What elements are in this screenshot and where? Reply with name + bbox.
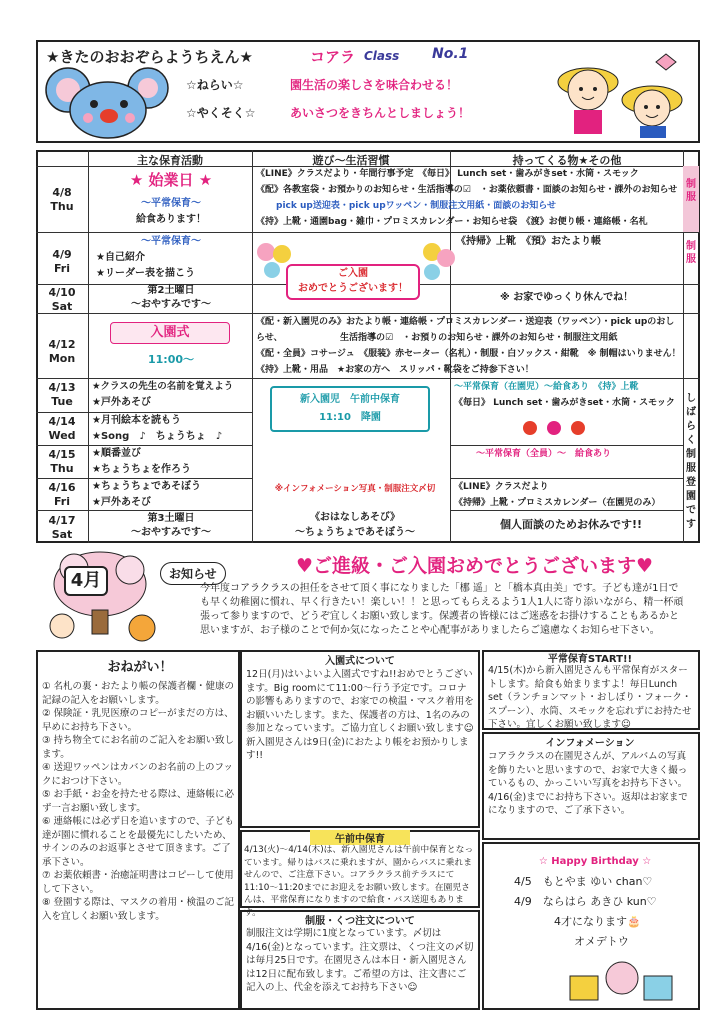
birthday-entry: 4/5 もとやま ゆい chan♡ xyxy=(514,875,653,888)
entrance-time: 11:00～ xyxy=(147,353,194,366)
birthday-title: ☆ Happy Birthday ☆ xyxy=(538,856,652,867)
date-4-8: 4/8 Thu xyxy=(50,186,74,213)
request-item: ④ 送迎ワッペンはカバンのお名前の上のフックにおつけ下さい。 xyxy=(42,762,233,787)
request-title: おねがい！ xyxy=(107,660,173,675)
entrance-text: 12日(月)はいよいよ入園式ですね!!おめでとうございます。Big roomにて11:00～行う予定です。コロナの影響もありますので、お家での検温・マスク着用をお願いいたします。また、保護者の方は、1名のみの参加となっています。ご協力宜しくお願い致します☺ 新入園児さんは9日(金)におたより帳をお預かりします!! xyxy=(246,669,474,761)
activity-3rd-sat: 第3土曜日 xyxy=(147,513,195,524)
birthday-lines xyxy=(514,872,690,952)
uniform-title: 制服・くつ注文について xyxy=(305,916,415,927)
activity-teacher-names: ★クラスの先生の名前を覚えよう xyxy=(92,381,234,392)
party-animals-illustration xyxy=(560,950,680,1006)
activity-holiday: ～おやすみです～ xyxy=(131,299,211,310)
row-4-15-items: ～平常保育（全員）～ 給食あり xyxy=(476,449,612,459)
request-item: ⑧ 登園する際は、マスクの着用・検温のご記入を宜しくお願い致します。 xyxy=(42,897,235,922)
activity-opening: ★ 始業日 ★ xyxy=(129,171,213,189)
birthday-entry: 4/9 ならはら あきひ kun♡ xyxy=(514,895,657,908)
activity-intro: ★自己紹介 xyxy=(96,252,145,263)
activity-song: ★Song ♪ ちょうちょ ♪ xyxy=(92,431,223,442)
month-badge: 4月 xyxy=(64,566,108,596)
start-text: 4/15(木)から新入園児さんも平常保育がスタートします。給食も始まりますよ！毎日Lunch set（ランチョンマット・おしぼり・フォーク・スプーン）、水筒、スモックを忘れずにお持たせ下さい。宜しくお願い致します☺ xyxy=(488,665,692,730)
row-4-12-items-2: 生活指導の☑ ・お預りのお知らせ・課外のお知らせ・制服注文用紙 xyxy=(340,333,618,343)
date-4-16: 4/16 Fri xyxy=(48,481,76,508)
newkids-box: 新入園児 午前中保育 11:10 降園 xyxy=(270,386,430,432)
uniform-side-1: 制服 xyxy=(686,179,696,203)
row-4-17-items: 個人面談のためお休みです!! xyxy=(500,518,643,531)
row-4-9-items: 《持帰》上靴 《預》おたより帳 xyxy=(456,236,601,247)
activity-lunch: 給食あります！ xyxy=(136,214,206,225)
school-name: ★きたのおおぞらようちえん★ xyxy=(46,48,253,66)
uniform-period-side: しばらく制服登園です xyxy=(686,393,696,530)
row-4-13-items-2: 《毎日》 Lunch set・歯みがきset・水筒・スモック xyxy=(454,398,675,408)
koala-illustration xyxy=(40,60,170,140)
uniform-side-2: 制服 xyxy=(686,241,696,265)
uniform-text: 制服注文は学期に1度となっています。〆切は4/16(金)となっています。注文票は、くつ注文の〆切は毎月25日です。在園児さんは本日・新入園児さんは12日に配布致します。ご希望の方は、注文書にご記入の上、代金を添えてお持ち下さい☺ xyxy=(246,928,474,993)
birthday-age: 4才になります🎂 xyxy=(554,915,641,928)
children-illustration xyxy=(548,44,694,140)
activity-holiday-2: ～おやすみです～ xyxy=(131,527,211,538)
birthday-congrats: オメデトウ xyxy=(574,935,629,948)
row-4-8-play-1: 《LINE》クラスだより・年間行事予定 《毎日》 Lunch set・歯みがきset・水筒・スモック xyxy=(256,169,639,179)
notice-body: 今年度コアラクラスの担任をさせて頂く事になりました「梛 遥」と「橋本真由美」です。子ども達が1日でも早く幼稚園に慣れ、早く行きたい！楽しい！！と思ってもらえるよう1人1人に寄り添いながら、精一杯頑張って参りますので、どうぞ宜しくお願い致します。保護者の皆様にはご迷惑をお掛けすることもあるかと思いますが、お子様のことで何か気になったことや心配事がありましたらご遠慮なくお知らせ下さい。 xyxy=(200,583,684,636)
ohanashi-title: 《おはなしあそび》 xyxy=(309,512,401,523)
ohanashi-sub: ～ちょうちょであそぼう～ xyxy=(295,527,415,538)
class-name: コアラ xyxy=(310,48,356,66)
entrance-title: 入園式について xyxy=(325,656,395,667)
promise-label: ☆やくそく☆ xyxy=(186,106,256,120)
start-title: 平常保育START!! xyxy=(547,654,633,665)
date-4-13: 4/13 Tue xyxy=(48,381,76,408)
request-item: ② 保険証・乳児医療のコピーがまだの方は、早めにお持ち下さい。 xyxy=(42,708,234,733)
balloons-icon xyxy=(256,240,292,300)
notice-title: ♥ご進級・ご入園おめでとうございます♥ xyxy=(296,555,654,577)
row-4-12-items-3: 《配・全員》コサージュ 《服装》赤セーター（名札）・制服・白ソックス・紺靴 ※ 制帽はいりません！ xyxy=(256,349,681,359)
activity-make-butterfly: ★ちょうちょを作ろう xyxy=(92,464,191,475)
activity-normal-2: ～平常保育～ xyxy=(141,236,201,247)
date-4-15: 4/15 Thu xyxy=(48,448,76,475)
row-4-12-items-1: 《配・新入園児のみ》おたより帳・連絡帳・プロミスカレンダー・送迎表（ワッペン）・pick upのおしらせ、 xyxy=(256,317,675,343)
activity-outdoor: ★戸外あそび xyxy=(92,397,151,408)
row-4-8-play-4: 《持》上靴・通園bag・雑巾・プロミスカレンダー・お知らせ袋 《渡》お便り帳・連絡帳・名札 xyxy=(256,217,648,227)
information-title: インフォメーション xyxy=(545,738,635,749)
class-number: No.1 xyxy=(432,46,469,62)
request-list xyxy=(42,680,236,923)
activity-leader: ★リーダー表を描こう xyxy=(96,268,195,279)
welcome-box: ご入園 おめでとうございます！ xyxy=(286,264,420,300)
activity-outdoor-2: ★戸外あそび xyxy=(92,497,151,508)
date-4-9: 4/9 Fri xyxy=(52,248,72,275)
morning-title: 午前中保育 xyxy=(310,830,410,845)
header-items: 持ってくる物★その他 xyxy=(512,154,622,167)
row-4-10-items: ※ お家でゆっくり休んでね！ xyxy=(500,292,634,303)
date-4-10: 4/10 Sat xyxy=(48,286,76,313)
activity-play-butterfly: ★ちょうちょであそぼう xyxy=(92,481,201,492)
morning-text: 4/13(火)～4/14(木)は、新入園児さんは午前中保育となっています。帰りはバスに乗れますが、園からバスに乗れませんので、ご注意下さい。コアラクラス前テラスにて11:10～11:20までにお迎えをお願い致します。在園児さんは、平常保育になりますので給食・バス送迎もあります。 xyxy=(244,845,474,918)
request-item: ③ 持ち物全てにお名前のご記入をお願い致します。 xyxy=(42,735,235,760)
date-4-17: 4/17 Sat xyxy=(48,514,76,541)
request-item: ⑦ お薬依頼書・治癒証明書はコピーして使用して下さい。 xyxy=(42,870,234,895)
activity-picture-book: ★月刊絵本を読もう xyxy=(92,415,181,426)
row-4-16-items-1: 《LINE》クラスだより xyxy=(454,482,549,492)
request-item: ⑤ お手紙・お金を持たせる際は、連絡帳に必ず一言お願い致します。 xyxy=(42,789,235,814)
date-4-12: 4/12 Mon xyxy=(48,338,76,365)
activity-2nd-sat: 第2土曜日 xyxy=(147,285,195,296)
header-activities: 主な保育活動 xyxy=(137,154,203,167)
flowers-icon xyxy=(520,418,590,440)
row-4-8-play-2: 《配》各教室袋・お預かりのお知らせ・生活指導の☑ ・お薬依頼書・面談のお知らせ・課外のお知らせ xyxy=(256,185,678,195)
row-4-8-play-3: pick up送迎表・pick upワッペン・制服注文用紙・面談のお知らせ xyxy=(276,201,556,211)
row-4-12-items-4: 《持》上靴・用品 ★お家の方へ スリッパ・靴袋をご持参下さい！ xyxy=(256,365,534,375)
aim-text: 園生活の楽しさを味合わせる！ xyxy=(290,78,459,92)
request-item: ① 名札の裏・おたより帳の保護者欄・健康の記録の記入をお願いします。 xyxy=(42,681,235,706)
row-4-16-items-2: 《持帰》上靴・プロミスカレンダー（在園児のみ） xyxy=(454,498,661,508)
activity-line-up: ★順番並び xyxy=(92,448,141,459)
notice-label: お知らせ xyxy=(160,562,226,585)
entrance-ceremony-label: 入園式 xyxy=(110,322,230,344)
row-4-13-items-1: ～平常保育（在園児）～給食あり 《持》上靴 xyxy=(454,382,639,392)
information-text: コアラクラスの在園児さんが、アルバムの写真を飾りたいと思いますので、お家で大きく撮っているもの、かっこいい写真をお持ち下さい。4/16(金)までにお持ち下さい。返却はお家までになりますので、ご了承下さい。 xyxy=(488,751,688,816)
aim-label: ☆ねらい☆ xyxy=(186,78,244,92)
header-play: 遊び～生活習慣 xyxy=(312,154,390,167)
balloons-icon xyxy=(420,240,456,300)
class-label: Class xyxy=(364,49,400,63)
info-note: ※インフォメーション写真・制服注文〆切 xyxy=(274,484,436,494)
activity-normal: ～平常保育～ xyxy=(141,198,201,209)
request-item: ⑥ 連絡帳には必ず日を追いますので、子ども達が園に慣れることを最優先にしたいため、サインのみのお返事とさせて頂きます。ご了承下さい。 xyxy=(42,816,234,868)
promise-text: あいさつをきちんとしましょう！ xyxy=(290,106,471,120)
date-4-14: 4/14 Wed xyxy=(48,415,76,442)
